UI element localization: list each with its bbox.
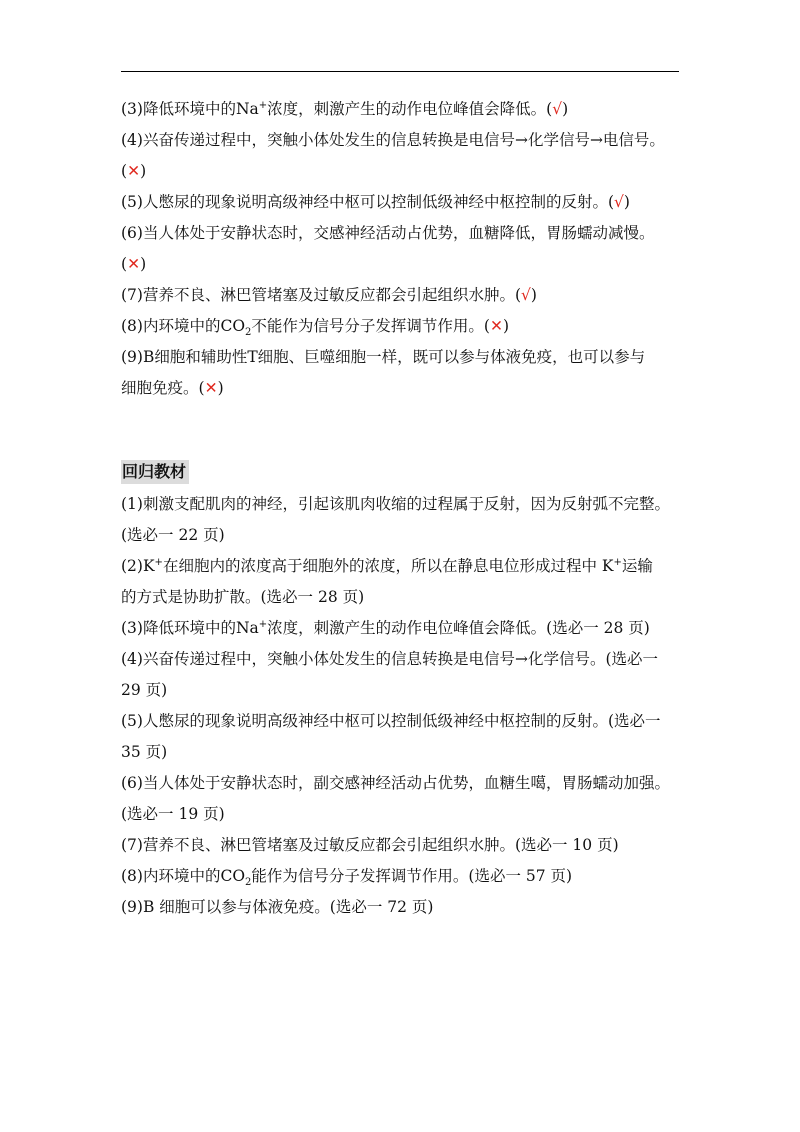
cross-mark-icon: ✕: [204, 379, 218, 397]
quiz-item-7: (7)营养不良、淋巴管堵塞及过敏反应都会引起组织水肿。(√): [121, 286, 537, 304]
review-line-2-continued: 的方式是协助扩散。(选必一 28 页): [121, 588, 365, 606]
review-line-6-ref: (选必一 19 页): [121, 805, 225, 823]
review-line-6: (6)当人体处于安静状态时，副交感神经活动占优势，血糖生噶，胃肠蠕动加强。: [121, 774, 670, 792]
review-line-2: (2)K+在细胞内的浓度高于细胞外的浓度，所以在静息电位形成过程中 K+运输: [121, 556, 653, 575]
review-line-7: (7)营养不良、淋巴管堵塞及过敏反应都会引起组织水肿。(选必一 10 页): [121, 836, 619, 854]
cross-mark-icon: ✕: [489, 317, 503, 335]
quiz-item-9-continued: 细胞免疫。(✕): [121, 379, 224, 397]
review-line-8: (8)内环境中的$CO_2$能作为信号分子发挥调节作用。(选必一 57 页): [121, 867, 573, 889]
header-rule: [121, 71, 679, 72]
check-mark-icon: √: [521, 286, 531, 304]
check-mark-icon: √: [614, 193, 624, 211]
review-line-3: (3)降低环境中的Na+浓度，刺激产生的动作电位峰值会降低。(选必一 28 页): [121, 618, 650, 637]
cross-mark-icon: ✕: [127, 255, 141, 273]
review-line-9: (9)B 细胞可以参与体液免疫。(选必一 72 页): [121, 898, 434, 916]
quiz-item-4: (4)兴奋传递过程中，突触小体处发生的信息转换是电信号→化学信号→电信号。: [121, 131, 665, 149]
quiz-item-6: (6)当人体处于安静状态时，交感神经活动占优势，血糖降低，胃肠蠕动减慢。: [121, 224, 655, 242]
review-line-5: (5)人憋尿的现象说明高级神经中枢可以控制低级神经中枢控制的反射。(选必一: [121, 712, 661, 730]
quiz-item-8: (8)内环境中的$CO_2$不能作为信号分子发挥调节作用。(✕): [121, 317, 510, 339]
check-mark-icon: √: [552, 100, 563, 118]
review-line-1-ref: (选必一 22 页): [121, 526, 225, 544]
review-line-5-ref: 35 页): [121, 743, 168, 761]
quiz-item-3: (3)降低环境中的Na+浓度，刺激产生的动作电位峰值会降低。(√): [121, 99, 569, 118]
section-heading: 回归教材: [121, 460, 189, 484]
quiz-item-9: (9)B细胞和辅助性T细胞、巨噬细胞一样，既可以参与体液免疫，也可以参与: [121, 348, 646, 366]
quiz-item-4-answer: (✕): [121, 162, 147, 180]
review-line-4: (4)兴奋传递过程中，突触小体处发生的信息转换是电信号→化学信号。(选必一: [121, 650, 658, 668]
quiz-item-5: (5)人憋尿的现象说明高级神经中枢可以控制低级神经中枢控制的反射。(√): [121, 193, 630, 211]
cross-mark-icon: ✕: [127, 162, 141, 180]
quiz-item-6-answer: (✕): [121, 255, 147, 273]
review-line-4-ref: 29 页): [121, 681, 168, 699]
review-line-1: (1)刺激支配肌肉的神经，引起该肌肉收缩的过程属于反射，因为反射弧不完整。: [121, 495, 670, 513]
